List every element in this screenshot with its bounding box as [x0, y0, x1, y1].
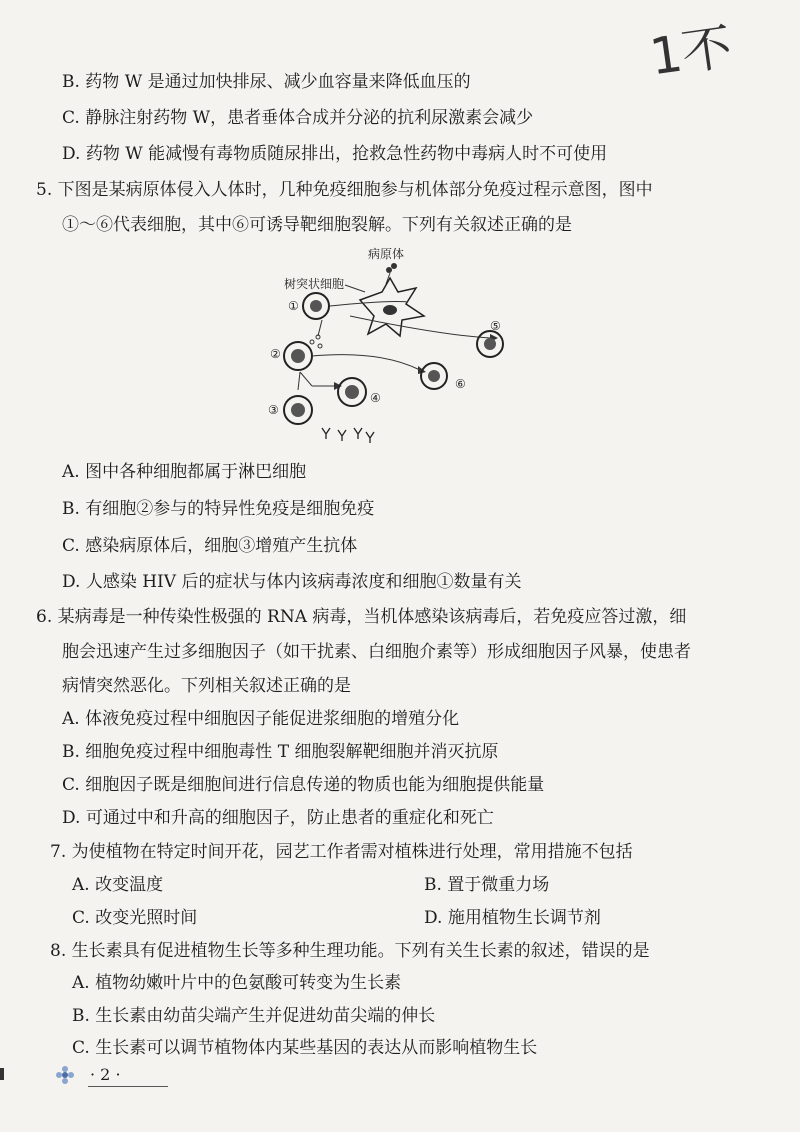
q8-option-c: C. 生长素可以调节植物体内某些基因的表达从而影响植物生长	[72, 1038, 538, 1058]
q6-option-d: D. 可通过中和升高的细胞因子，防止患者的重症化和死亡	[62, 808, 494, 828]
q4-option-b: B. 药物 W 是通过加快排尿、减少血容量来降低血压的	[62, 72, 471, 92]
q6-stem-line3: 病情突然恶化。下列相关叙述正确的是	[62, 676, 351, 696]
q6-stem-line2: 胞会迅速产生过多细胞因子（如干扰素、白细胞介素等）形成细胞因子风暴，使患者	[62, 642, 691, 662]
q7-option-c: C. 改变光照时间	[72, 908, 198, 928]
q5-option-d: D. 人感染 HIV 后的症状与体内该病毒浓度和细胞①数量有关	[62, 572, 522, 592]
pathogen-particle	[391, 263, 397, 269]
footer-divider	[88, 1086, 168, 1087]
pathogen-particle	[386, 267, 392, 273]
q7-option-b: B. 置于微重力场	[424, 875, 550, 895]
q5-option-b: B. 有细胞②参与的特异性免疫是细胞免疫	[62, 499, 375, 519]
q5-option-a: A. 图中各种细胞都属于淋巴细胞	[62, 462, 307, 482]
handwritten-mark: 1不	[646, 17, 736, 87]
q4-option-c: C. 静脉注射药物 W，患者垂体合成并分泌的抗利尿激素会减少	[62, 108, 534, 128]
q7-option-a: A. 改变温度	[72, 875, 164, 895]
antibody	[366, 432, 374, 443]
q6-option-a: A. 体液免疫过程中细胞因子能促进浆细胞的增殖分化	[62, 709, 460, 729]
q6-option-c: C. 细胞因子既是细胞间进行信息传递的物质也能为细胞提供能量	[62, 775, 545, 795]
pathogen-label: 病原体	[368, 247, 405, 261]
cell-5-label: ⑤	[490, 319, 501, 333]
antibody	[354, 428, 362, 439]
q6-stem-line1: 6. 某病毒是一种传染性极强的 RNA 病毒，当机体感染该病毒后，若免疫应答过激，细	[36, 607, 687, 627]
q5-stem-line1: 5. 下图是某病原体侵入人体时，几种免疫细胞参与机体部分免疫过程示意图，图中	[36, 180, 653, 200]
page-number: · 2 ·	[90, 1065, 121, 1084]
q8-option-b: B. 生长素由幼苗尖端产生并促进幼苗尖端的伸长	[72, 1006, 436, 1026]
immune-process-diagram	[240, 240, 540, 450]
q6-option-b: B. 细胞免疫过程中细胞毒性 T 细胞裂解靶细胞并消灭抗原	[62, 742, 499, 762]
flower-icon	[55, 1065, 75, 1085]
cell-3-label: ③	[268, 403, 279, 417]
q8-stem: 8. 生长素具有促进植物生长等多种生理功能。下列有关生长素的叙述，错误的是	[50, 941, 650, 961]
cell-1-nucleus	[310, 300, 322, 312]
antibody	[338, 430, 346, 441]
q7-stem: 7. 为使植物在特定时间开花，园艺工作者需对植株进行处理，常用措施不包括	[50, 842, 633, 862]
dendritic-nucleus	[383, 305, 397, 315]
dendritic-cell-label: 树突状细胞	[284, 277, 345, 291]
q7-option-d: D. 施用植物生长调节剂	[424, 908, 601, 928]
cell-1-label: ①	[288, 299, 299, 313]
cell-2-label: ②	[270, 347, 281, 361]
q4-option-d: D. 药物 W 能减慢有毒物质随尿排出，抢救急性药物中毒病人时不可使用	[62, 144, 608, 164]
q5-stem-line2: ①～⑥代表细胞，其中⑥可诱导靶细胞裂解。下列有关叙述正确的是	[62, 215, 572, 235]
antibody	[322, 428, 330, 439]
q8-option-a: A. 植物幼嫩叶片中的色氨酸可转变为生长素	[72, 973, 402, 993]
edge-mark	[0, 1068, 4, 1080]
cell-6-label: ⑥	[455, 377, 466, 391]
cell-4-label: ④	[370, 391, 381, 405]
q5-option-c: C. 感染病原体后，细胞③增殖产生抗体	[62, 536, 358, 556]
